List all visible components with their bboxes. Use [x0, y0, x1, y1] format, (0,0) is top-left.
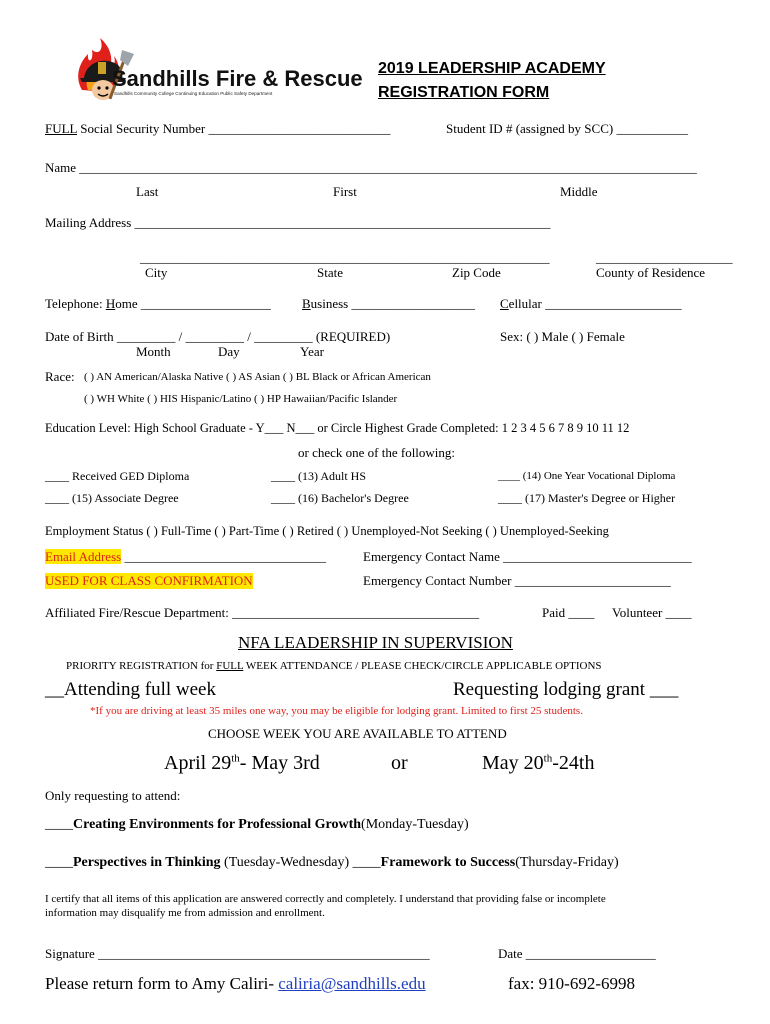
- edu-option-associate[interactable]: ____ (15) Associate Degree: [45, 491, 179, 505]
- county-caption: County of Residence: [596, 265, 706, 280]
- priority-registration-note: PRIORITY REGISTRATION for FULL WEEK ATTENDANCE / PLEASE CHECK/CIRCLE APPLICABLE OPTIONS: [66, 660, 602, 672]
- week-option-april[interactable]: April 29th- May 3rd: [164, 752, 320, 774]
- race-options-line1[interactable]: ( ) AN American/Alaska Native ( ) AS Asian ( ) BL Black or African American: [84, 371, 431, 383]
- week-option-may[interactable]: May 20th-24th: [482, 752, 595, 774]
- volunteer-option[interactable]: Volunteer ____: [612, 605, 692, 620]
- race-options-line2[interactable]: ( ) WH White ( ) HIS Hispanic/Latino ( ) HP Hawaiian/Pacific Islander: [84, 393, 398, 405]
- employment-status-options[interactable]: Employment Status ( ) Full-Time ( ) Part-Time ( ) Retired ( ) Unemployed-Not Seeking ( ) Unemployed-Seeking: [45, 524, 609, 538]
- edu-option-adult-hs[interactable]: ____ (13) Adult HS: [271, 469, 367, 483]
- mailing-address-line2[interactable]: _______________________________________________________________: [140, 250, 550, 265]
- email-field[interactable]: Email Address _______________________________: [45, 549, 326, 564]
- email-label-highlight: Email Address: [45, 549, 122, 564]
- state-caption: State: [317, 265, 343, 280]
- ssn-full-word: FULL: [45, 121, 78, 136]
- sex-options[interactable]: Sex: ( ) Male ( ) Female: [500, 329, 625, 344]
- week-or-text: or: [391, 752, 408, 774]
- signature-date-field[interactable]: Date ____________________: [498, 946, 656, 961]
- affiliated-department-field[interactable]: Affiliated Fire/Rescue Department: ______________________________________: [45, 605, 480, 620]
- firefighter-mascot-icon: [70, 32, 363, 112]
- certify-line1: I certify that all items of this application are answered correctly and completely. I understand that providing false or incomplete: [45, 893, 606, 905]
- option-perspectives-framework[interactable]: ____Perspectives in Thinking (Tuesday-Wednesday) ____Framework to Success(Thursday-Friday): [45, 855, 619, 870]
- date-of-birth-field[interactable]: Date of Birth _________ / _________ / _________ (REQUIRED): [45, 329, 391, 344]
- dob-month-caption: Month: [136, 344, 171, 359]
- name-last-caption: Last: [136, 184, 159, 199]
- lodging-grant-option[interactable]: Requesting lodging grant ___: [453, 679, 679, 700]
- only-requesting-label: Only requesting to attend:: [45, 788, 181, 803]
- form-title-line2: REGISTRATION FORM: [378, 84, 550, 101]
- telephone-cellular-field[interactable]: Cellular _____________________: [500, 296, 682, 311]
- sandhills-logo: [70, 32, 363, 112]
- edu-option-master[interactable]: ____ (17) Master's Degree or Higher: [498, 491, 676, 505]
- logo-sub-text: Sandhills Community College Continuing Education Public Safety Department: [114, 91, 273, 96]
- emergency-contact-number-field[interactable]: Emergency Contact Number ________________________: [363, 573, 671, 588]
- edu-option-bachelor[interactable]: ____ (16) Bachelor's Degree: [271, 491, 409, 505]
- education-or-check: or check one of the following:: [298, 445, 456, 460]
- name-first-caption: First: [333, 184, 357, 199]
- return-instructions: Please return form to Amy Caliri- caliria@sandhills.edu: [45, 974, 426, 993]
- county-field[interactable]: _____________________: [596, 250, 733, 265]
- ssn-field[interactable]: [45, 121, 390, 137]
- option-creating-environments[interactable]: ____Creating Environments for Professional Growth(Monday-Tuesday): [45, 817, 469, 832]
- edu-option-ged[interactable]: ____ Received GED Diploma: [45, 469, 190, 483]
- edu-option-one-year[interactable]: ____ (14) One Year Vocational Diploma: [498, 470, 676, 482]
- paid-option[interactable]: Paid ____: [542, 605, 595, 620]
- contact-email-link[interactable]: caliria@sandhills.edu: [278, 974, 426, 993]
- mailing-address-field[interactable]: Mailing Address ________________________________________________________________: [45, 215, 551, 230]
- race-label: Race:: [45, 369, 75, 384]
- name-field[interactable]: Name _______________________________________________________________________________________________: [45, 160, 697, 175]
- student-id-field[interactable]: Student ID # (assigned by SCC) ___________: [446, 121, 688, 136]
- telephone-business-field[interactable]: Business ___________________: [302, 296, 475, 311]
- zip-caption: Zip Code: [452, 265, 501, 280]
- education-level-field[interactable]: Education Level: High School Graduate - Y___ N___ or Circle Highest Grade Completed: 1 2 3 4 5 6 7 8 9 10 11 12: [45, 421, 630, 435]
- dob-year-caption: Year: [300, 344, 324, 359]
- emergency-contact-name-field[interactable]: Emergency Contact Name _____________________________: [363, 549, 692, 564]
- certify-line2: information may disqualify me from admission and enrollment.: [45, 907, 325, 919]
- attending-full-week-option[interactable]: __Attending full week: [45, 679, 216, 700]
- signature-field[interactable]: Signature ___________________________________________________: [45, 946, 430, 961]
- name-middle-caption: Middle: [560, 184, 598, 199]
- lodging-grant-note: *If you are driving at least 35 miles one way, you may be eligible for lodging grant. Limited to first 25 students.: [90, 705, 583, 717]
- telephone-home-field[interactable]: Telephone: Home ____________________: [45, 296, 271, 311]
- choose-week-heading: CHOOSE WEEK YOU ARE AVAILABLE TO ATTEND: [208, 726, 507, 741]
- course-title: NFA LEADERSHIP IN SUPERVISION: [238, 633, 513, 652]
- city-caption: City: [145, 265, 168, 280]
- fax-number: fax: 910-692-6998: [508, 974, 636, 993]
- ssn-label: Social Security Number ____________________________: [77, 121, 391, 136]
- logo-main-text: Sandhills Fire & Rescue: [112, 66, 363, 91]
- form-title-line1: 2019 LEADERSHIP ACADEMY: [378, 60, 606, 77]
- email-usage-note: USED FOR CLASS CONFIRMATION: [45, 573, 253, 588]
- dob-day-caption: Day: [218, 344, 240, 359]
